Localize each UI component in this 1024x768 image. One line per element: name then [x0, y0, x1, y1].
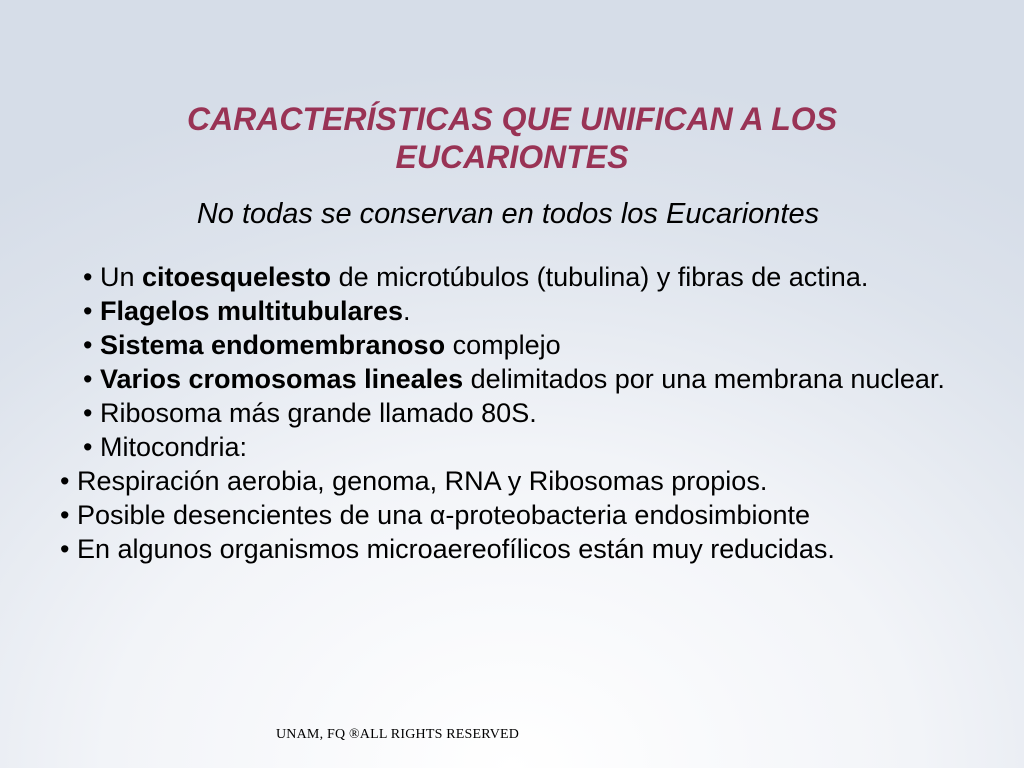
bullet-text: complejo: [445, 330, 561, 360]
bullet-bold-term: Varios cromosomas lineales: [99, 364, 464, 394]
sub-bullet-item: [60, 464, 963, 498]
bullet-list: [60, 260, 963, 566]
bullet-item: [83, 328, 963, 362]
sub-bullet-text: Respiración aerobia, genoma, RNA y Ribosomas propios.: [76, 466, 768, 496]
bullet-text: de microtúbulos (tubulina) y fibras de actina.: [331, 262, 869, 292]
bullet-item: [83, 396, 963, 430]
bullet-item: [83, 260, 963, 294]
slide-subtitle: No todas se conservan en todos los Eucariontes: [196, 198, 820, 230]
bullet-text: Mitocondria:: [99, 432, 248, 462]
sub-bullet-text: Posible desencientes de una α-proteobacteria endosimbionte: [76, 500, 811, 530]
bullet-marker: •: [83, 432, 100, 462]
bullet-marker: •: [60, 466, 77, 496]
bullet-marker: •: [83, 398, 100, 428]
bullet-text: .: [403, 296, 411, 326]
sub-bullet-text: En algunos organismos microaereofílicos están muy reducidas.: [76, 534, 835, 564]
bullet-item: [83, 294, 963, 328]
bullet-text: Un: [99, 262, 142, 292]
copyright-footer: UNAM, FQ ®ALL RIGHTS RESERVED: [276, 727, 520, 742]
slide-title: CARACTERÍSTICAS QUE UNIFICAN A LOS EUCARIONTES: [186, 101, 838, 175]
bullet-marker: •: [83, 262, 100, 292]
bullet-bold-term: citoesquelesto: [142, 262, 332, 292]
bullet-item: [83, 362, 963, 396]
bullet-text: Ribosoma más grande llamado 80S.: [99, 398, 537, 428]
bullet-bold-term: Flagelos multitubulares: [99, 296, 404, 326]
bullet-text: delimitados por una membrana nuclear.: [463, 364, 945, 394]
bullet-bold-term: Sistema endomembranoso: [99, 330, 446, 360]
sub-bullet-item: [60, 532, 963, 566]
bullet-marker: •: [60, 500, 77, 530]
bullet-item: [83, 430, 963, 464]
bullet-marker: •: [83, 296, 100, 326]
bullet-marker: •: [83, 330, 100, 360]
sub-bullet-item: [60, 498, 963, 532]
bullet-marker: •: [60, 534, 77, 564]
bullet-marker: •: [83, 364, 100, 394]
